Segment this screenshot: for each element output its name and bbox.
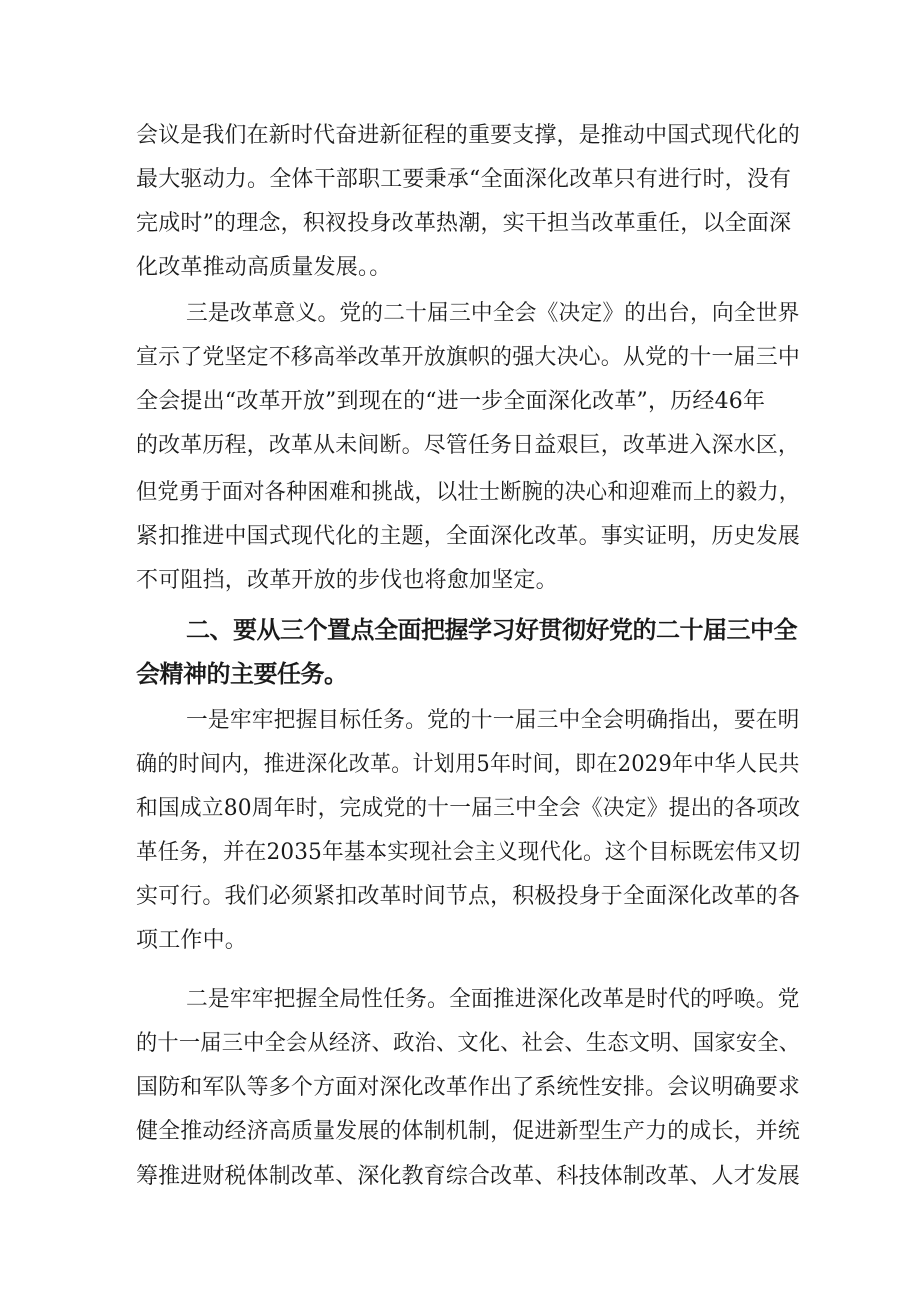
text-line: 国防和军队等多个方面对深化改革作出了系统性安排。会议明确要求 [136, 1075, 801, 1100]
paragraph-first-line: 三是改革意义。党的二十届三中全会《决定》的出台，向全世界 [186, 301, 800, 326]
text-line: 项工作中。 [136, 928, 248, 953]
text-line: 宣示了党坚定不移高举改革开放旗帜的强大决心。从党的十一届三中 [136, 345, 801, 370]
text-line: 确的时间内，推进深化改革。计划用5年时间，即在2029年中华人民共 [136, 752, 800, 777]
text-line: 化改革推动高质量发展。。 [136, 255, 392, 280]
text-line: 和国成立80周年时，完成党的十一届三中全会《决定》提出的各项改 [136, 796, 801, 821]
text-line: 不可阻挡，改革开放的步伐也将愈加坚定。 [136, 568, 558, 593]
text-line: 的十一届三中全会从经济、政治、文化、社会、生态文明、国家安全、 [136, 1031, 801, 1056]
text-line: 但党勇于面对各种困难和挑战，以壮士断腕的决心和迎难而上的毅力， [136, 480, 801, 505]
text-line: 全会提出“改革开放”到现在的“进一步全面深化改革”，历经46年 [136, 389, 766, 414]
paragraph-first-line: 二是牢牢把握全局性任务。全面推进深化改革是时代的呼唤。党 [186, 987, 800, 1012]
text-line: 革任务，并在2035年基本实现社会主义现代化。这个目标既宏伟又切 [136, 840, 801, 865]
section-heading: 二、要从三个置点全面把握学习好贯彻好党的二十届三中全 [186, 616, 797, 644]
text-line: 紧扣推进中国式现代化的主题，全面深化改革。事实证明，历史发展 [136, 524, 801, 549]
text-line: 实可行。我们必须紧扣改革时间节点，积极投身于全面深化改革的各 [136, 884, 801, 909]
text-line: 会议是我们在新时代奋进新征程的重要支撑，是推动中国式现代化的 [136, 123, 801, 148]
text-line: 健全推动经济高质量发展的体制机制，促进新型生产力的成长，并统 [136, 1119, 801, 1144]
text-line: 的改革历程，改革从未间断。尽管任务日益艰巨，改革进入深水区， [136, 433, 801, 458]
paragraph-first-line: 一是牢牢把握目标任务。党的十一届三中全会明确指出，要在明 [186, 708, 800, 733]
text-line: 筹推进财税体制改革、深化教育综合改革、科技体制改革、人才发展 [136, 1164, 801, 1189]
section-heading: 会精神的主要任务。 [136, 660, 348, 688]
text-line: 完成时”的理念，积衩投身改革热潮，实干担当改革重任，以全面深 [136, 211, 792, 236]
text-line: 最大驱动力。全体干部职工要秉承“全面深化改革只有进行时，没有 [136, 167, 792, 192]
